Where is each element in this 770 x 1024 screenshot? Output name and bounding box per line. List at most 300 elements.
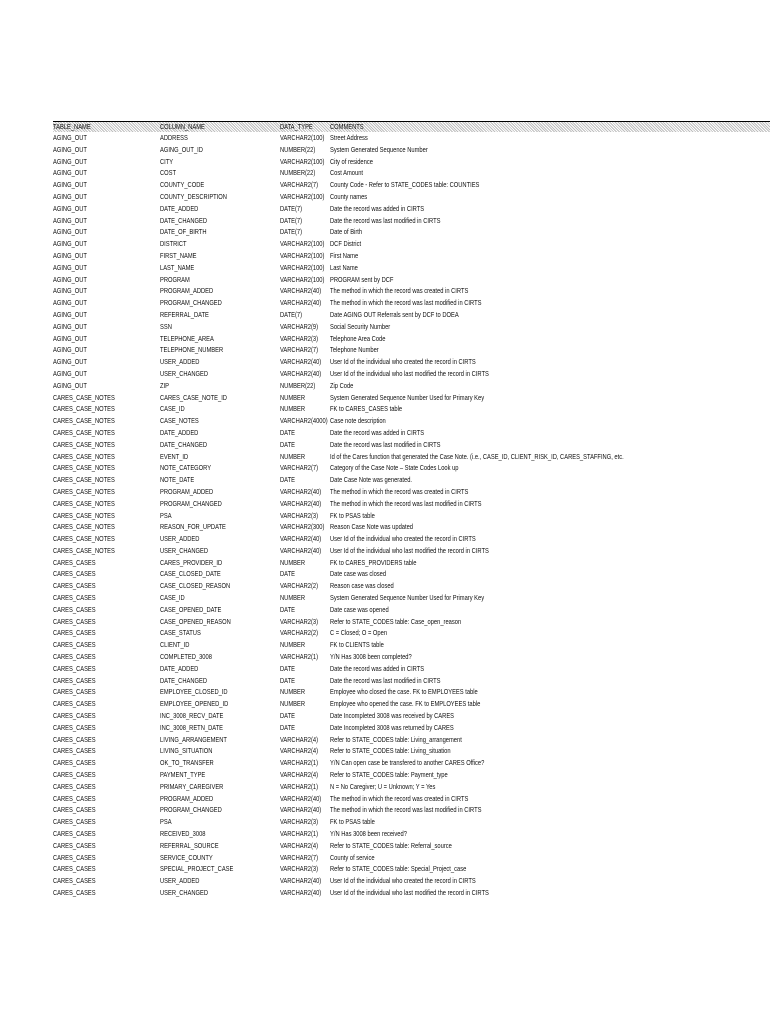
comments-cell: Date case was opened (330, 604, 389, 614)
table-row (53, 380, 770, 392)
data-type-cell: DATE(7) (280, 309, 302, 319)
column-name-cell: USER_ADDED (160, 876, 200, 886)
column-name-cell: SPECIAL_PROJECT_CASE (160, 864, 234, 874)
table-name-cell: AGING_OUT (53, 191, 87, 201)
data-type-cell: VARCHAR2(4) (280, 770, 319, 780)
table-name-cell: AGING_OUT (53, 215, 87, 225)
table-row (53, 427, 770, 439)
column-name-cell: PROGRAM_ADDED (160, 286, 214, 296)
table-name-cell: CARES_CASE_NOTES (53, 475, 115, 485)
data-type-cell: VARCHAR2(100) (280, 239, 325, 249)
comments-cell: Date the record was added in CIRTS (330, 427, 425, 437)
table-row (53, 734, 770, 746)
column-name-cell: COUNTY_DESCRIPTION (160, 191, 227, 201)
table-row (53, 840, 770, 852)
table-row (53, 191, 770, 203)
table-row (53, 144, 770, 156)
comments-cell: Date Case Note was generated. (330, 475, 413, 485)
comments-cell: County names (330, 191, 368, 201)
data-type-cell: VARCHAR2(100) (280, 191, 325, 201)
comments-cell: Date the record was last modified in CIRTS (330, 675, 441, 685)
table-name-cell: AGING_OUT (53, 298, 87, 308)
table-name-cell: CARES_CASE_NOTES (53, 534, 115, 544)
table-name-cell: AGING_OUT (53, 368, 87, 378)
comments-cell: FK to CARES_PROVIDERS table (330, 557, 417, 567)
table-name-cell: CARES_CASES (53, 829, 96, 839)
table-row (53, 262, 770, 274)
data-type-cell: VARCHAR2(2) (280, 628, 319, 638)
table-row (53, 639, 770, 651)
table-row (53, 686, 770, 698)
data-type-cell: DATE (280, 722, 295, 732)
table-name-cell: CARES_CASE_NOTES (53, 522, 115, 532)
table-name-cell: CARES_CASES (53, 628, 96, 638)
table-row (53, 592, 770, 604)
table-name-cell: CARES_CASE_NOTES (53, 451, 115, 461)
comments-cell: The method in which the record was created in CIRTS (330, 286, 469, 296)
column-name-cell: USER_CHANGED (160, 368, 209, 378)
column-name-cell: PROGRAM_ADDED (160, 793, 214, 803)
table-name-cell: CARES_CASES (53, 793, 96, 803)
comments-cell: User Id of the individual who created the record in CIRTS (330, 876, 476, 886)
column-name-cell: LAST_NAME (160, 262, 195, 272)
table-row (53, 132, 770, 144)
data-type-cell: NUMBER (280, 392, 305, 402)
table-row (53, 616, 770, 628)
table-row (53, 321, 770, 333)
comments-cell: N = No Caregiver; U = Unknown; Y = Yes (330, 781, 436, 791)
column-name-cell: DATE_CHANGED (160, 439, 207, 449)
column-name-cell: PROGRAM_ADDED (160, 486, 214, 496)
comments-cell: FK to CLIENTS table (330, 640, 384, 650)
comments-cell: Date the record was last modified in CIRTS (330, 439, 441, 449)
table-name-cell: CARES_CASES (53, 840, 96, 850)
data-type-cell: VARCHAR2(100) (280, 133, 325, 142)
data-type-cell: DATE (280, 569, 295, 579)
header-column-name: COLUMN_NAME (160, 122, 205, 131)
table-row (53, 439, 770, 451)
table-row (53, 793, 770, 805)
data-type-cell: VARCHAR2(4) (280, 734, 319, 744)
data-type-cell: DATE(7) (280, 203, 302, 213)
table-row (53, 533, 770, 545)
data-type-cell: VARCHAR2(100) (280, 274, 325, 284)
column-name-cell: LIVING_SITUATION (160, 746, 213, 756)
column-name-cell: CASE_ID (160, 593, 185, 603)
table-row (53, 415, 770, 427)
comments-cell: Cost Amount (330, 168, 364, 178)
column-name-cell: CASE_ID (160, 404, 185, 414)
comments-cell: System Generated Sequence Number Used for Primary Key (330, 392, 485, 402)
data-type-cell: VARCHAR2(40) (280, 368, 322, 378)
comments-cell: The method in which the record was created in CIRTS (330, 793, 469, 803)
data-type-cell: NUMBER(22) (280, 168, 316, 178)
table-name-cell: CARES_CASE_NOTES (53, 427, 115, 437)
comments-cell: Date of Birth (330, 227, 363, 237)
column-name-cell: EMPLOYEE_CLOSED_ID (160, 687, 228, 697)
data-type-cell: NUMBER (280, 557, 305, 567)
comments-cell: Date Incompleted 3008 was returned by CARES (330, 722, 454, 732)
data-type-cell: VARCHAR2(3) (280, 817, 319, 827)
column-name-cell: PROGRAM (160, 274, 190, 284)
column-name-cell: RECEIVED_3008 (160, 829, 206, 839)
table-name-cell: AGING_OUT (53, 345, 87, 355)
table-row (53, 804, 770, 816)
table-name-cell: CARES_CASES (53, 876, 96, 886)
data-type-cell: DATE (280, 427, 295, 437)
table-row (53, 403, 770, 415)
table-row (53, 698, 770, 710)
data-type-cell: VARCHAR2(100) (280, 262, 325, 272)
table-name-cell: AGING_OUT (53, 203, 87, 213)
table-name-cell: CARES_CASES (53, 557, 96, 567)
table-row (53, 156, 770, 168)
table-name-cell: AGING_OUT (53, 262, 87, 272)
table-name-cell: AGING_OUT (53, 321, 87, 331)
comments-cell: Y/N Has 3008 been received? (330, 829, 407, 839)
comments-cell: User Id of the individual who last modified the record in CIRTS (330, 368, 489, 378)
comments-cell: Employee who opened the case. FK to EMPLOYEES table (330, 699, 481, 709)
comments-cell: Reason Case Note was updated (330, 522, 414, 532)
table-name-cell: CARES_CASES (53, 663, 96, 673)
comments-cell: User Id of the individual who last modified the record in CIRTS (330, 545, 489, 555)
data-type-cell: VARCHAR2(40) (280, 876, 322, 886)
table-row (53, 521, 770, 533)
table-row (53, 722, 770, 734)
column-name-cell: DATE_ADDED (160, 427, 199, 437)
column-name-cell: EVENT_ID (160, 451, 189, 461)
table-name-cell: CARES_CASES (53, 770, 96, 780)
data-type-cell: NUMBER (280, 404, 305, 414)
table-row (53, 250, 770, 262)
comments-cell: Date Incompleted 3008 was received by CARES (330, 711, 455, 721)
table-row (53, 368, 770, 380)
column-name-cell: USER_CHANGED (160, 888, 209, 897)
column-name-cell: PROGRAM_CHANGED (160, 805, 222, 815)
comments-cell: Refer to STATE_CODES table: Case_open_reason (330, 616, 462, 626)
table-row (53, 887, 770, 899)
table-name-cell: AGING_OUT (53, 333, 87, 343)
column-name-cell: CASE_STATUS (160, 628, 201, 638)
table-header-row (53, 121, 770, 132)
table-name-cell: CARES_CASES (53, 746, 96, 756)
data-type-cell: DATE(7) (280, 227, 302, 237)
comments-cell: FK to CARES_CASES table (330, 404, 403, 414)
table-name-cell: CARES_CASES (53, 711, 96, 721)
header-data-type: DATA_TYPE (280, 122, 313, 131)
data-type-cell: NUMBER (280, 687, 305, 697)
table-name-cell: AGING_OUT (53, 156, 87, 166)
table-row (53, 274, 770, 286)
table-row (53, 651, 770, 663)
column-name-cell: FIRST_NAME (160, 250, 197, 260)
column-name-cell: COUNTY_CODE (160, 180, 205, 190)
comments-cell: User Id of the individual who created the record in CIRTS (330, 357, 476, 367)
table-name-cell: CARES_CASES (53, 604, 96, 614)
table-name-cell: CARES_CASES (53, 864, 96, 874)
column-name-cell: PROGRAM_CHANGED (160, 298, 222, 308)
data-type-cell: DATE(7) (280, 215, 302, 225)
table-row (53, 179, 770, 191)
column-name-cell: CASE_OPENED_DATE (160, 604, 222, 614)
comments-cell: Telephone Area Code (330, 333, 386, 343)
table-name-cell: AGING_OUT (53, 168, 87, 178)
table-row (53, 604, 770, 616)
comments-cell: System Generated Sequence Number (330, 144, 428, 154)
table-row (53, 816, 770, 828)
column-name-cell: USER_ADDED (160, 534, 200, 544)
table-name-cell: CARES_CASE_NOTES (53, 486, 115, 496)
table-row (53, 769, 770, 781)
column-name-cell: DATE_OF_BIRTH (160, 227, 207, 237)
table-row (53, 462, 770, 474)
data-type-cell: VARCHAR2(3) (280, 864, 319, 874)
data-type-cell: VARCHAR2(40) (280, 498, 322, 508)
table-name-cell: CARES_CASES (53, 675, 96, 685)
table-row (53, 238, 770, 250)
table-name-cell: AGING_OUT (53, 144, 87, 154)
comments-cell: Refer to STATE_CODES table: Living_arrangement (330, 734, 462, 744)
comments-cell: Refer to STATE_CODES table: Payment_type (330, 770, 448, 780)
comments-cell: Date AGING OUT Referrals sent by DCF to DOEA (330, 309, 459, 319)
data-type-cell: VARCHAR2(100) (280, 250, 325, 260)
comments-cell: The method in which the record was created in CIRTS (330, 486, 469, 496)
data-type-cell: VARCHAR2(300) (280, 522, 325, 532)
column-name-cell: CASE_CLOSED_REASON (160, 581, 231, 591)
data-type-cell: VARCHAR2(40) (280, 286, 322, 296)
column-name-cell: PRIMARY_CAREGIVER (160, 781, 224, 791)
table-name-cell: CARES_CASES (53, 852, 96, 862)
data-type-cell: VARCHAR2(4) (280, 840, 319, 850)
comments-cell: User Id of the individual who created the record in CIRTS (330, 534, 476, 544)
data-type-cell: VARCHAR2(4) (280, 746, 319, 756)
table-row (53, 451, 770, 463)
data-type-cell: NUMBER (280, 593, 305, 603)
column-name-cell: DATE_ADDED (160, 203, 199, 213)
data-type-cell: VARCHAR2(7) (280, 463, 319, 473)
column-name-cell: SSN (160, 321, 172, 331)
table-row (53, 309, 770, 321)
table-row (53, 627, 770, 639)
column-name-cell: EMPLOYEE_OPENED_ID (160, 699, 229, 709)
table-name-cell: AGING_OUT (53, 250, 87, 260)
data-type-cell: VARCHAR2(4000) (280, 416, 328, 426)
column-name-cell: CASE_OPENED_REASON (160, 616, 231, 626)
table-name-cell: AGING_OUT (53, 274, 87, 284)
data-type-cell: VARCHAR2(40) (280, 805, 322, 815)
table-name-cell: CARES_CASES (53, 569, 96, 579)
data-type-cell: VARCHAR2(40) (280, 357, 322, 367)
column-name-cell: USER_ADDED (160, 357, 200, 367)
table-row (53, 675, 770, 687)
table-row (53, 557, 770, 569)
column-name-cell: REASON_FOR_UPDATE (160, 522, 226, 532)
column-name-cell: NOTE_DATE (160, 475, 195, 485)
data-type-cell: VARCHAR2(3) (280, 510, 319, 520)
column-name-cell: DATE_CHANGED (160, 675, 207, 685)
column-name-cell: NOTE_CATEGORY (160, 463, 212, 473)
data-type-cell: VARCHAR2(40) (280, 793, 322, 803)
table-name-cell: CARES_CASE_NOTES (53, 498, 115, 508)
data-type-cell: NUMBER (280, 451, 305, 461)
data-type-cell: VARCHAR2(3) (280, 616, 319, 626)
column-name-cell: OK_TO_TRANSFER (160, 758, 214, 768)
comments-cell: City of residence (330, 156, 373, 166)
data-type-cell: VARCHAR2(40) (280, 888, 322, 897)
table-name-cell: AGING_OUT (53, 180, 87, 190)
table-name-cell: CARES_CASES (53, 758, 96, 768)
table-name-cell: AGING_OUT (53, 239, 87, 249)
comments-cell: Date the record was added in CIRTS (330, 203, 425, 213)
table-name-cell: AGING_OUT (53, 133, 87, 142)
table-body (53, 132, 770, 899)
data-type-cell: VARCHAR2(2) (280, 581, 319, 591)
comments-cell: County of service (330, 852, 375, 862)
column-name-cell: ADDRESS (160, 133, 188, 142)
table-row (53, 297, 770, 309)
table-name-cell: AGING_OUT (53, 227, 87, 237)
column-name-cell: REFERRAL_DATE (160, 309, 209, 319)
column-name-cell: TELEPHONE_AREA (160, 333, 214, 343)
column-name-cell: CARES_CASE_NOTE_ID (160, 392, 227, 402)
table-name-cell: CARES_CASES (53, 888, 96, 897)
table-name-cell: CARES_CASE_NOTES (53, 545, 115, 555)
data-type-cell: VARCHAR2(1) (280, 829, 319, 839)
column-name-cell: SERVICE_COUNTY (160, 852, 213, 862)
comments-cell: PROGRAM sent by DCF (330, 274, 394, 284)
comments-cell: Employee who closed the case. FK to EMPLOYEES table (330, 687, 478, 697)
data-type-cell: VARCHAR2(7) (280, 345, 319, 355)
table-row (53, 580, 770, 592)
column-name-cell: CITY (160, 156, 174, 166)
table-row (53, 663, 770, 675)
comments-cell: DCF District (330, 239, 362, 249)
table-name-cell: CARES_CASE_NOTES (53, 463, 115, 473)
table-row (53, 474, 770, 486)
data-type-cell: NUMBER(22) (280, 380, 316, 390)
data-type-cell: VARCHAR2(3) (280, 333, 319, 343)
table-name-cell: CARES_CASE_NOTES (53, 439, 115, 449)
data-type-cell: VARCHAR2(1) (280, 758, 319, 768)
table-name-cell: CARES_CASES (53, 722, 96, 732)
comments-cell: System Generated Sequence Number Used for Primary Key (330, 593, 485, 603)
comments-cell: FK to PSAS table (330, 817, 375, 827)
comments-cell: Refer to STATE_CODES table: Living_situation (330, 746, 451, 756)
comments-cell: Zip Code (330, 380, 354, 390)
table-row (53, 285, 770, 297)
table-name-cell: CARES_CASES (53, 699, 96, 709)
data-type-cell: DATE (280, 675, 295, 685)
table-name-cell: CARES_CASES (53, 734, 96, 744)
data-type-cell: VARCHAR2(1) (280, 652, 319, 662)
data-type-cell: DATE (280, 439, 295, 449)
column-name-cell: CASE_CLOSED_DATE (160, 569, 221, 579)
table-row (53, 344, 770, 356)
column-name-cell: CLIENT_ID (160, 640, 190, 650)
header-table-name: TABLE_NAME (53, 122, 91, 131)
table-row (53, 486, 770, 498)
data-type-cell: VARCHAR2(9) (280, 321, 319, 331)
comments-cell: Social Security Number (330, 321, 391, 331)
comments-cell: The method in which the record was last modified in CIRTS (330, 805, 482, 815)
table-row (53, 215, 770, 227)
comments-cell: Last Name (330, 262, 358, 272)
column-name-cell: PROGRAM_CHANGED (160, 498, 222, 508)
table-name-cell: CARES_CASES (53, 652, 96, 662)
column-name-cell: INC_3008_RECV_DATE (160, 711, 224, 721)
comments-cell: User Id of the individual who last modified the record in CIRTS (330, 888, 489, 897)
data-type-cell: VARCHAR2(40) (280, 298, 322, 308)
data-type-cell: DATE (280, 663, 295, 673)
data-type-cell: DATE (280, 604, 295, 614)
comments-cell: Reason case was closed (330, 581, 394, 591)
table-row (53, 781, 770, 793)
comments-cell: Case note description (330, 416, 386, 426)
column-name-cell: CARES_PROVIDER_ID (160, 557, 223, 567)
column-name-cell: AGING_OUT_ID (160, 144, 203, 154)
data-type-cell: VARCHAR2(1) (280, 781, 319, 791)
column-name-cell: LIVING_ARRANGEMENT (160, 734, 227, 744)
table-name-cell: CARES_CASES (53, 817, 96, 827)
comments-cell: The method in which the record was last modified in CIRTS (330, 498, 482, 508)
table-row (53, 498, 770, 510)
table-row (53, 167, 770, 179)
comments-cell: FK to PSAS table (330, 510, 375, 520)
data-dictionary-table (53, 121, 770, 899)
column-name-cell: ZIP (160, 380, 169, 390)
table-name-cell: CARES_CASES (53, 640, 96, 650)
column-name-cell: DATE_ADDED (160, 663, 199, 673)
table-name-cell: CARES_CASE_NOTES (53, 416, 115, 426)
table-name-cell: AGING_OUT (53, 380, 87, 390)
table-row (53, 510, 770, 522)
column-name-cell: REFERRAL_SOURCE (160, 840, 219, 850)
table-row (53, 226, 770, 238)
table-row (53, 203, 770, 215)
column-name-cell: CASE_NOTES (160, 416, 199, 426)
column-name-cell: USER_CHANGED (160, 545, 209, 555)
comments-cell: Date the record was added in CIRTS (330, 663, 425, 673)
table-row (53, 545, 770, 557)
table-row (53, 828, 770, 840)
table-row (53, 863, 770, 875)
data-type-cell: VARCHAR2(40) (280, 545, 322, 555)
column-name-cell: DATE_CHANGED (160, 215, 207, 225)
comments-cell: Refer to STATE_CODES table: Referral_source (330, 840, 452, 850)
table-row (53, 356, 770, 368)
data-type-cell: NUMBER (280, 640, 305, 650)
table-name-cell: CARES_CASE_NOTES (53, 510, 115, 520)
table-name-cell: AGING_OUT (53, 357, 87, 367)
table-name-cell: AGING_OUT (53, 286, 87, 296)
comments-cell: The method in which the record was last modified in CIRTS (330, 298, 482, 308)
comments-cell: Y/N Can open case be transfered to another CARES Office? (330, 758, 485, 768)
comments-cell: Category of the Case Note – State Codes Look up (330, 463, 459, 473)
comments-cell: Id of the Cares function that generated the Case Note. (i.e., CASE_ID, CLIENT_RISK_ID, CARES_STAFFING, etc. (330, 451, 624, 461)
comments-cell: County Code - Refer to STATE_CODES table: COUNTIES (330, 180, 480, 190)
column-name-cell: COMPLETED_3008 (160, 652, 212, 662)
data-type-cell: VARCHAR2(40) (280, 534, 322, 544)
column-name-cell: PSA (160, 510, 172, 520)
table-name-cell: CARES_CASE_NOTES (53, 404, 115, 414)
table-row (53, 710, 770, 722)
column-name-cell: PSA (160, 817, 172, 827)
comments-cell: Telephone Number (330, 345, 379, 355)
table-name-cell: CARES_CASES (53, 687, 96, 697)
table-name-cell: CARES_CASES (53, 616, 96, 626)
table-row (53, 392, 770, 404)
data-type-cell: DATE (280, 711, 295, 721)
